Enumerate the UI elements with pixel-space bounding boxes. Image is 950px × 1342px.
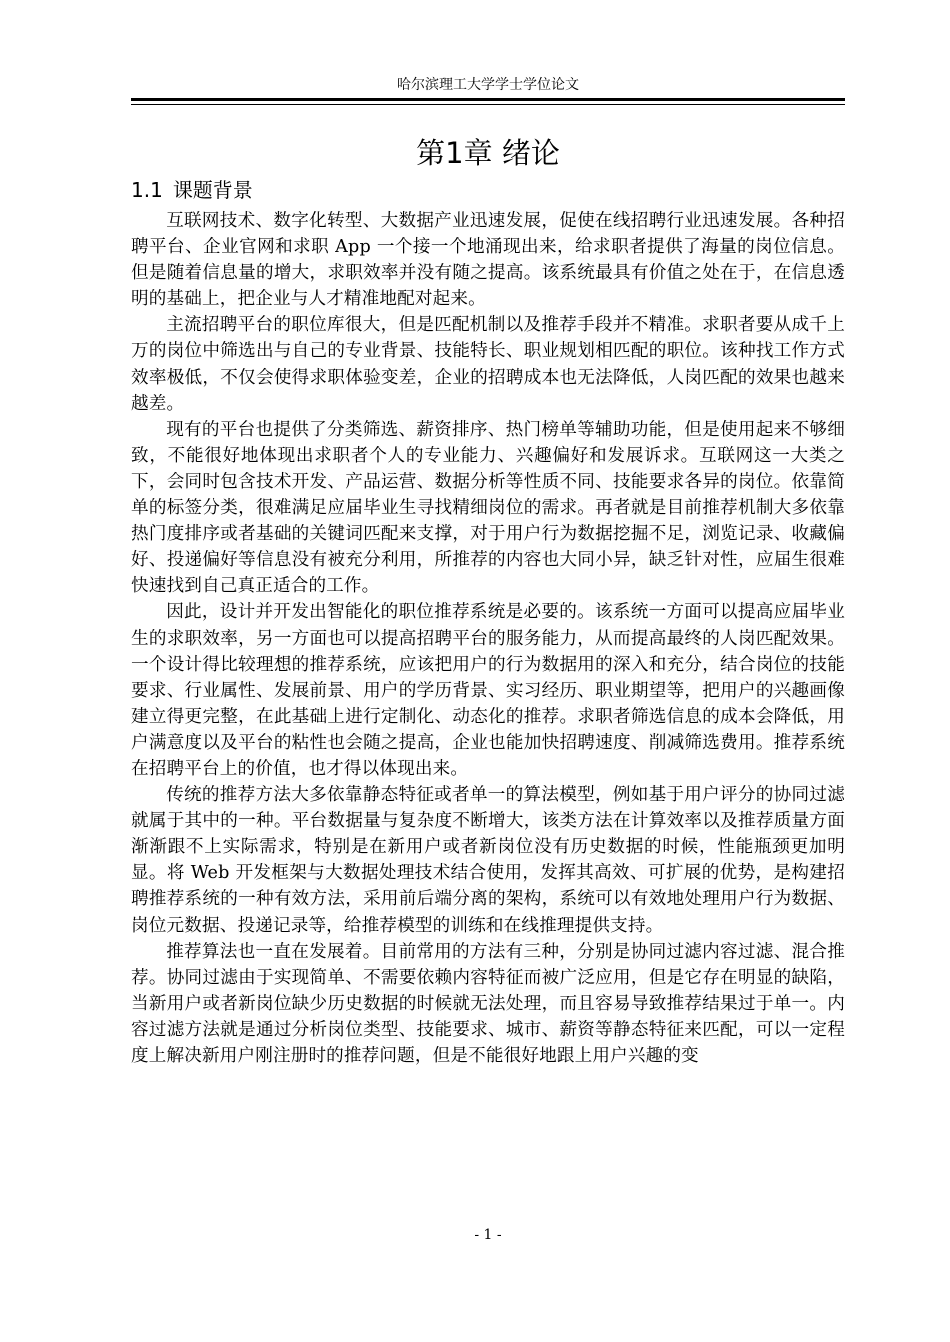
header-rule-thin: [131, 104, 845, 105]
running-header: 哈尔滨理工大学学士学位论文: [397, 77, 579, 93]
paragraph: 现有的平台也提供了分类筛选、薪资排序、热门榜单等辅助功能，但是使用起来不够细致，不能很好地体现出求职者个人的专业能力、兴趣偏好和发展诉求。互联网这一大类之下，会同时包含技术开发、产品运营、数据分析等性质不同、技能要求各异的岗位。依靠简单的标签分类，很难满足应届毕业生寻找精细岗位的需求。再者就是目前推荐机制大多依靠热门度排序或者基础的关键词匹配来支撑，对于用户行为数据挖掘不足，浏览记录、收藏偏好、投递偏好等信息没有被充分利用，所推荐的内容也大同小异，缺乏针对性，应届生很难快速找到自己真正适合的工作。: [131, 419, 845, 597]
paragraph: 因此，设计并开发出智能化的职位推荐系统是必要的。该系统一方面可以提高应届毕业生的求职效率，另一方面也可以提高招聘平台的服务能力，从而提高最终的人岗匹配效果。一个设计得比较理想的推荐系统，应该把用户的行为数据用的深入和充分，结合岗位的技能要求、行业属性、发展前景、用户的学历背景、实习经历、职业期望等，把用户的兴趣画像建立得更完整，在此基础上进行定制化、动态化的推荐。求职者筛选信息的成本会降低，用户满意度以及平台的粘性也会随之提高，企业也能加快招聘速度、削减筛选费用。推荐系统在招聘平台上的价值，也才得以体现出来。: [131, 602, 845, 779]
body-text: [131, 208, 845, 1069]
paragraph: 推荐算法也一直在发展着。目前常用的方法有三种，分别是协同过滤内容过滤、混合推荐。协同过滤由于实现简单、不需要依赖内容特征而被广泛应用，但是它存在明显的缺陷，当新用户或者新岗位缺少历史数据的时候就无法处理，而且容易导致推荐结果过于单一。内容过滤方法就是通过分析岗位类型、技能要求、城市、薪资等静态特征来匹配，可以一定程度上解决新用户刚注册时的推荐问题，但是不能很好地跟上用户兴趣的变: [131, 941, 845, 1066]
paragraph: 传统的推荐方法大多依靠静态特征或者单一的算法模型，例如基于用户评分的协同过滤就属于其中的一种。平台数据量与复杂度不断增大，该类方法在计算效率以及推荐质量方面渐渐跟不上实际需求，特别是在新用户或者新岗位没有历史数据的时候，性能瓶颈更加明显。将 Web 开发框架与大数据处理技术结合使用，发挥其高效、可扩展的优势，是构建招聘推荐系统的一种有效方法，采用前后端分离的架构，系统可以有效地处理用户行为数据、岗位元数据、投递记录等，给推荐模型的训练和在线推理提供支持。: [131, 785, 845, 936]
paragraph: 主流招聘平台的职位库很大，但是匹配机制以及推荐手段并不精准。求职者要从成千上万的岗位中筛选出与自己的专业背景、技能特长、职业规划相匹配的职位。该种找工作方式效率极低，不仅会使得求职体验变差，企业的招聘成本也无法降低，人岗匹配的效果也越来越差。: [131, 315, 845, 414]
section-title: 课题背景: [172, 178, 253, 202]
section-number: 1.1: [131, 178, 163, 202]
page-number: - 1 -: [474, 1227, 502, 1243]
section-heading: [131, 174, 845, 206]
chapter-title: 第1章 绪论: [416, 136, 560, 170]
header-rule-thick: [131, 98, 845, 101]
paragraph: 互联网技术、数字化转型、大数据产业迅速发展，促使在线招聘行业迅速发展。各种招聘平台、企业官网和求职 App 一个接一个地涌现出来，给求职者提供了海量的岗位信息。但是随着信息量的增大，求职效率并没有随之提高。该系统最具有价值之处在于，在信息透明的基础上，把企业与人才精准地配对起来。: [131, 211, 845, 310]
